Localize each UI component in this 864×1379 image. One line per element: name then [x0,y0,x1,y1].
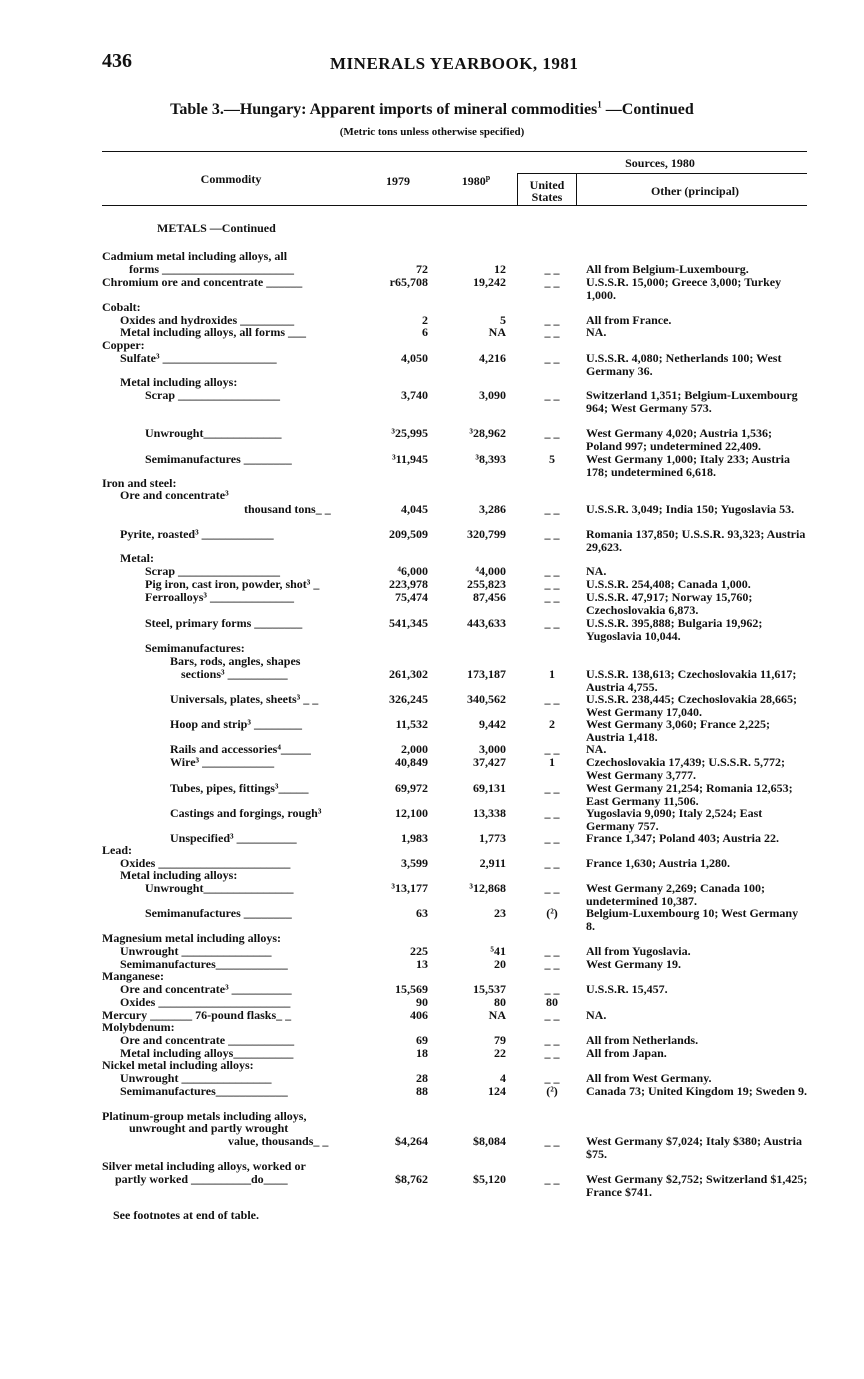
sources-other: West Germany 21,254; Romania 12,653; East Germany 11,506. [586,781,793,808]
header-bottom-rule [102,205,807,206]
value-1979: 15,569 [395,982,428,996]
value-united-states: _ _ [544,590,560,604]
commodity-label: Cobalt: [102,300,141,314]
sources-other: West Germany 19. [586,957,681,971]
value-1979: ³13,177 [391,881,428,895]
commodity-label: Platinum-group metals including alloys, [102,1109,307,1123]
value-united-states: (²) [546,1084,558,1098]
value-1979: 4,050 [401,351,428,365]
commodity-label: Semimanufactures____________ [120,957,288,971]
value-1979: 2,000 [401,742,428,756]
commodity-label: sections³ __________ [181,667,288,681]
value-united-states: _ _ [544,742,560,756]
commodity-label: Mercury _______ 76-pound flasks_ _ [102,1008,292,1022]
commodity-label: Unwrought_____________ [145,426,282,440]
footnote: See footnotes at end of table. [113,1208,259,1222]
value-1979: 18 [416,1046,428,1060]
value-1979: 2 [422,313,428,327]
header-1979: 1979 [386,174,410,188]
value-1980: 3,090 [479,388,506,402]
value-1980: 12 [494,262,506,276]
value-1979: 406 [410,1008,428,1022]
sources-other: West Germany 3,060; France 2,225; Austria 1,418. [586,717,770,744]
value-united-states: _ _ [544,527,560,541]
value-1980: 443,633 [467,616,506,630]
sources-other: NA. [586,564,607,578]
value-1980: 79 [494,1033,506,1047]
value-1980: 4 [500,1071,506,1085]
value-1980: 320,799 [467,527,506,541]
commodity-label: Cadmium metal including alloys, all [102,249,288,263]
sources-other: U.S.S.R. 47,917; Norway 15,760; Czechoslovakia 6,873. [586,590,753,617]
commodity-label: Bars, rods, angles, shapes [170,654,301,668]
commodity-label: Oxides and hydroxides _________ [120,313,295,327]
commodity-label: Metal: [120,551,154,565]
value-1979: 3,740 [401,388,428,402]
value-1979: 225 [410,944,428,958]
value-1979: 40,849 [395,755,428,769]
other-column-divider [576,173,577,205]
value-1980: 9,442 [479,717,506,731]
table-title-text: Table 3.—Hungary: Apparent imports of mineral commodities [170,101,598,118]
commodity-label: Hoop and strip³ ________ [170,717,302,731]
commodity-label: Copper: [102,338,145,352]
value-1980: ³8,393 [475,452,506,466]
commodity-label: Manganese: [102,969,164,983]
value-united-states: _ _ [544,262,560,276]
sources-other: U.S.S.R. 238,445; Czechoslovakia 28,665; West Germany 17,040. [586,692,798,719]
value-united-states: _ _ [544,388,560,402]
sources-other: All from Yugoslavia. [586,944,691,958]
sources-other: All from Belgium-Luxembourg. [586,262,749,276]
value-1980: 340,562 [467,692,506,706]
header-commodity: Commodity [200,172,262,186]
commodity-label: Semimanufactures ________ [145,906,292,920]
value-1979: 90 [416,995,428,1009]
sources-other: West Germany $2,752; Switzerland $1,425; France $741. [586,1172,808,1199]
value-1979: 69,972 [395,781,428,795]
section-heading: METALS —Continued [157,221,276,235]
commodity-label: Pyrite, roasted³ ____________ [120,527,274,541]
value-united-states: _ _ [544,616,560,630]
value-1980: 5 [500,313,506,327]
commodity-label: Metal including alloys: [120,375,238,389]
value-1979: $4,264 [395,1134,428,1148]
sources-other: Yugoslavia 9,090; Italy 2,524; East Germany 757. [586,806,763,833]
value-1979: ³11,945 [392,452,428,466]
sources-other: Canada 73; United Kingdom 19; Sweden 9. [586,1084,808,1098]
value-1980: 37,427 [473,755,506,769]
header-other: Other (principal) [650,184,740,198]
commodity-label: Steel, primary forms ________ [145,616,303,630]
commodity-label: Tubes, pipes, fittings³_____ [170,781,309,795]
value-united-states: (²) [546,906,558,920]
value-1979: 223,978 [389,577,428,591]
value-united-states: 80 [546,995,558,1009]
value-1979: r65,708 [389,275,428,289]
value-1979: $8,762 [395,1172,428,1186]
sources-other: NA. [586,325,607,339]
commodity-label: forms ______________________ [129,262,294,276]
header-sources: Sources, 1980 [625,156,695,170]
value-1980: 255,823 [467,577,506,591]
header-1980 [452,175,500,187]
sources-other: U.S.S.R. 15,457. [586,982,668,996]
sources-other: All from France. [586,313,672,327]
sources-rule [517,173,807,174]
value-1979: 12,100 [395,806,428,820]
value-united-states: _ _ [544,1033,560,1047]
us-column-divider [517,173,518,205]
value-united-states: _ _ [544,325,560,339]
table-title-suffix: —Continued [601,101,694,118]
value-1979: 28 [416,1071,428,1085]
value-united-states: _ _ [544,944,560,958]
commodity-label: value, thousands_ _ [228,1134,329,1148]
value-united-states: _ _ [544,275,560,289]
commodity-label: Unspecified³ __________ [170,831,297,845]
value-1979: 88 [416,1084,428,1098]
value-1980: ⁵41 [490,944,506,958]
commodity-label: Sulfate³ ___________________ [120,351,277,365]
value-1980: $5,120 [473,1172,506,1186]
commodity-label: Nickel metal including alloys: [102,1058,254,1072]
value-united-states: _ _ [544,957,560,971]
sources-other: U.S.S.R. 254,408; Canada 1,000. [586,577,751,591]
value-united-states: 2 [549,717,555,731]
value-1980: 20 [494,957,506,971]
sources-other: U.S.S.R. 4,080; Netherlands 100; West Germany 36. [586,351,782,378]
commodity-label: Unwrought _______________ [120,1071,272,1085]
value-1980: $8,084 [473,1134,506,1148]
value-1980: ⁴4,000 [475,564,506,578]
header-united-states: United States [529,178,565,204]
value-united-states: _ _ [544,426,560,440]
value-1979: 1,983 [401,831,428,845]
value-1979: 69 [416,1033,428,1047]
sources-other: All from West Germany. [586,1071,712,1085]
sources-other: U.S.S.R. 395,888; Bulgaria 19,962; Yugoslavia 10,044. [586,616,763,643]
commodity-label: Rails and accessories⁴_____ [170,742,311,756]
value-1980: 15,537 [473,982,506,996]
page-number: 436 [102,50,132,72]
commodity-label: Magnesium metal including alloys: [102,931,282,945]
value-united-states: _ _ [544,351,560,365]
commodity-label: Oxides ______________________ [120,995,291,1009]
value-united-states: _ _ [544,1071,560,1085]
commodity-label: Ferroalloys³ ______________ [145,590,295,604]
sources-other: France 1,630; Austria 1,280. [586,856,730,870]
value-1979: 72 [416,262,428,276]
value-united-states: _ _ [544,502,560,516]
value-united-states: _ _ [544,1134,560,1148]
value-united-states: _ _ [544,982,560,996]
sources-other: France 1,347; Poland 403; Austria 22. [586,831,779,845]
value-1980: 173,187 [467,667,506,681]
value-1980: 3,000 [479,742,506,756]
value-1979: ⁴6,000 [397,564,428,578]
sources-other: Romania 137,850; U.S.S.R. 93,323; Austria 29,623. [586,527,806,554]
commodity-label: thousand tons_ _ [244,502,331,516]
value-united-states: _ _ [544,692,560,706]
commodity-label: Unwrought_______________ [145,881,294,895]
value-1980: 22 [494,1046,506,1060]
value-united-states: _ _ [544,1046,560,1060]
table-top-rule [102,151,807,152]
value-united-states: 1 [549,755,555,769]
commodity-label: Scrap _________________ [145,388,280,402]
sources-other: Switzerland 1,351; Belgium-Luxembourg 964; West Germany 573. [586,388,798,415]
value-1980: ³28,962 [469,426,506,440]
commodity-label: Scrap _________________ [145,564,280,578]
value-united-states: _ _ [544,831,560,845]
value-1979: 541,345 [389,616,428,630]
value-1980: NA [488,1008,506,1022]
commodity-label: Semimanufactures____________ [120,1084,288,1098]
commodity-label: Lead: [102,843,132,857]
commodity-label: Iron and steel: [102,476,177,490]
header-1980-text: 1980 [461,174,486,188]
value-1979: 261,302 [389,667,428,681]
value-1980: 13,338 [473,806,506,820]
commodity-label: Molybdenum: [102,1020,175,1034]
value-1979: 6 [422,325,428,339]
value-1979: 75,474 [395,590,428,604]
value-1980: ³12,868 [469,881,506,895]
commodity-label: Oxides ______________________ [120,856,291,870]
sources-other: Belgium-Luxembourg 10; West Germany 8. [586,906,799,933]
value-united-states: _ _ [544,856,560,870]
sources-other: West Germany 2,269; Canada 100; undetermined 10,387. [586,881,765,908]
value-united-states: _ _ [544,1172,560,1186]
value-1980: 69,131 [473,781,506,795]
commodity-label: Wire³ ____________ [170,755,275,769]
value-1979: 209,509 [389,527,428,541]
value-1980: 19,242 [473,275,506,289]
value-1979: 13 [416,957,428,971]
table-subtitle: (Metric tons unless otherwise specified) [339,126,525,138]
sources-other: West Germany 1,000; Italy 233; Austria 178; undetermined 6,618. [586,452,790,479]
value-united-states: _ _ [544,1008,560,1022]
commodity-label: Castings and forgings, rough³ [170,806,322,820]
value-united-states: _ _ [544,577,560,591]
commodity-label: partly worked __________do____ [115,1172,288,1186]
value-united-states: _ _ [544,781,560,795]
commodity-label: Ore and concentrate³ [120,488,229,502]
commodity-label: Unwrought _______________ [120,944,272,958]
value-1980: 1,773 [479,831,506,845]
value-united-states: _ _ [544,313,560,327]
value-1979: 326,245 [389,692,428,706]
sources-other: Czechoslovakia 17,439; U.S.S.R. 5,772; West Germany 3,777. [586,755,786,782]
value-1980: 80 [494,995,506,1009]
commodity-label: Chromium ore and concentrate ______ [102,275,303,289]
sources-other: U.S.S.R. 15,000; Greece 3,000; Turkey 1,000. [586,275,782,302]
commodity-label: Pig iron, cast iron, powder, shot³ _ [145,577,320,591]
commodity-label: Ore and concentrate ___________ [120,1033,295,1047]
sources-other: U.S.S.R. 138,613; Czechoslovakia 11,617; Austria 4,755. [586,667,797,694]
value-1979: 4,045 [401,502,428,516]
value-united-states: _ _ [544,806,560,820]
value-1980: NA [488,325,506,339]
table-title [0,101,864,119]
sources-other: NA. [586,742,607,756]
value-united-states: 5 [549,452,555,466]
commodity-label: Universals, plates, sheets³ _ _ [170,692,319,706]
value-1980: 87,456 [473,590,506,604]
commodity-label: Metal including alloys: [120,868,238,882]
commodity-label: Ore and concentrate³ __________ [120,982,292,996]
commodity-label: Metal including alloys__________ [120,1046,294,1060]
title-footnote-mark: 1 [597,99,602,110]
running-head: MINERALS YEARBOOK, 1981 [330,54,579,73]
commodity-label: Semimanufactures ________ [145,452,292,466]
sources-other: NA. [586,1008,607,1022]
value-1980: 4,216 [479,351,506,365]
value-united-states: _ _ [544,881,560,895]
value-1979: 11,532 [395,717,428,731]
sources-other: West Germany $7,024; Italy $380; Austria $75. [586,1134,802,1161]
value-united-states: 1 [549,667,555,681]
value-united-states: _ _ [544,564,560,578]
value-1980: 3,286 [479,502,506,516]
value-1979: 63 [416,906,428,920]
header-1980-sup: p [485,173,491,182]
value-1979: 3,599 [401,856,428,870]
commodity-label: unwrought and partly wrought [129,1121,289,1135]
sources-other: U.S.S.R. 3,049; India 150; Yugoslavia 53. [586,502,795,516]
value-1980: 2,911 [479,856,506,870]
value-1980: 23 [494,906,506,920]
commodity-label: Semimanufactures: [145,641,245,655]
value-1979: ³25,995 [391,426,428,440]
sources-other: All from Japan. [586,1046,667,1060]
sources-other: All from Netherlands. [586,1033,699,1047]
sources-other: West Germany 4,020; Austria 1,536; Poland 997; undetermined 22,409. [586,426,772,453]
commodity-label: Silver metal including alloys, worked or [102,1159,306,1173]
value-1980: 124 [488,1084,506,1098]
commodity-label: Metal including alloys, all forms ___ [120,325,306,339]
